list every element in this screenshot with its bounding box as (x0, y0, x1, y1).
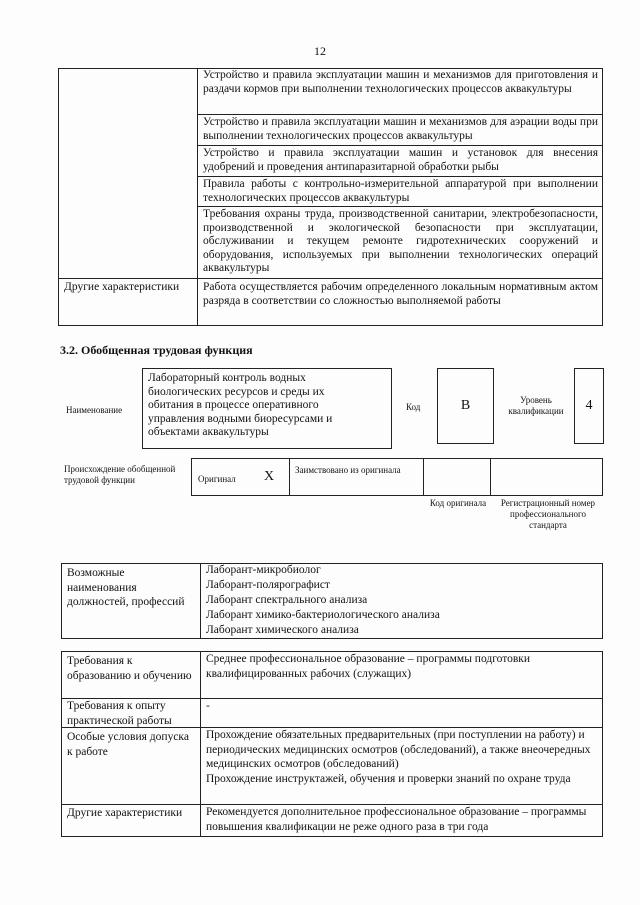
origin-label: Происхождение обобщенной трудовой функции (64, 464, 176, 485)
row-divider (197, 145, 603, 146)
code-value: B (460, 398, 471, 413)
level-value-box (574, 368, 604, 444)
requirements-divider (200, 651, 201, 837)
borrowed-label: Заимствовано из оригинала (295, 465, 401, 475)
knowledge-item: Устройство и правила эксплуатации машин и механизмов для приготовления и раздачи кормов при выполнении технологических процессов аквакультуры (203, 69, 598, 95)
row-divider (197, 176, 603, 177)
code-label: Код (406, 402, 421, 412)
code-value-box (437, 368, 494, 444)
positions-divider (200, 563, 201, 639)
origin-divider (289, 458, 290, 496)
experience-value: - (206, 700, 210, 712)
knowledge-item: Требования охраны труда, производственной санитарии, электробезопасности, производственной и экологической безопасности при эксплуатации, обслуживании и текущем ремонте гидротехнических сооружений и оборудования, используемых при выполнении технологических операций аквакультуры (203, 208, 598, 274)
function-name-value: Лабораторный контроль водных биологических ресурсов и среды их обитания в процессе оперативного управления водными биоресурсами и объектами аквакультуры (148, 372, 333, 438)
row-divider (197, 206, 603, 207)
position-item: Лаборант химико-бактериологического анализа (206, 609, 440, 621)
admission-value: Прохождение обязательных предварительных (при поступлении на работу) и периодических медицинских осмотров (обследований), а также внеочередных медицинских осмотров (обследований) (206, 729, 591, 770)
admission-value-2: Прохождение инструктажей, обучения и проверки знаний по охране труда (206, 773, 571, 785)
level-value: 4 (585, 398, 593, 413)
knowledge-item: Устройство и правила эксплуатации машин и механизмов для аэрации воды при выполнении технологических процессов аквакультуры (203, 116, 598, 142)
row-divider (58, 278, 603, 279)
position-item: Лаборант-полярографист (206, 579, 330, 591)
positions-label: Возможные наименования должностей, профессий (67, 567, 185, 608)
level-label: Уровень квалификации (508, 395, 564, 416)
knowledge-item: Правила работы с контрольно-измерительной аппаратурой при выполнении технологических процессов аквакультуры (203, 178, 598, 204)
origin-row (191, 458, 603, 496)
position-item: Лаборант-микробиолог (206, 564, 321, 576)
reg-number-caption: Регистрационный номер профессионального стандарта (500, 498, 596, 530)
name-label: Наименование (66, 405, 123, 415)
origin-divider (490, 458, 491, 496)
section-title: 3.2. Обобщенная трудовая функция (60, 343, 253, 357)
top-table-divider (197, 68, 198, 326)
original-label: Оригинал (198, 474, 236, 484)
position-item: Лаборант спектрального анализа (206, 594, 368, 606)
experience-label: Требования к опыту практической работы (67, 700, 172, 727)
other-characteristics-value: Работа осуществляется рабочим определенного локальным нормативным актом разряда в соответствии со сложностью выполняемой работы (203, 281, 598, 307)
position-item: Лаборант химического анализа (206, 624, 359, 636)
other-characteristics-label: Другие характеристики (64, 281, 180, 293)
knowledge-item: Устройство и правила эксплуатации машин и установок для внесения удобрений и проведения антипаразитарной обработки рыбы (203, 147, 598, 173)
code-original-caption: Код оригинала (429, 498, 487, 508)
other-label: Другие характеристики (67, 807, 183, 819)
education-value: Среднее профессиональное образование – программы подготовки квалифицированных рабочих (служащих) (206, 653, 531, 680)
page-number: 12 (314, 44, 326, 58)
education-label: Требования к образованию и обучению (67, 655, 192, 682)
admission-label: Особые условия допуска к работе (67, 731, 189, 758)
original-mark: X (264, 469, 275, 484)
row-divider (197, 114, 603, 115)
other-value: Рекомендуется дополнительное профессиональное образование – программы повышения квалификации не реже одного раза в три года (206, 806, 587, 833)
origin-divider (423, 458, 424, 496)
